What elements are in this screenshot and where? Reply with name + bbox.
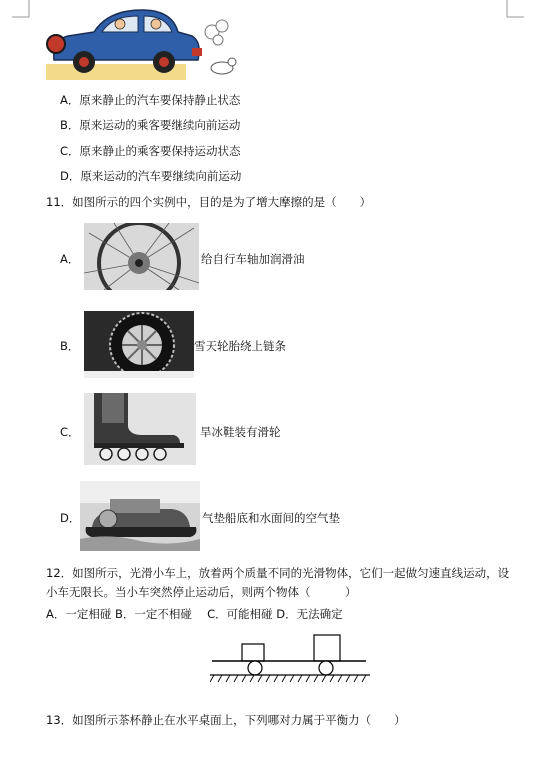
small-block: [242, 644, 264, 661]
q11-option-c-caption: 旱冰鞋装有滑轮: [200, 425, 281, 439]
tire-chain-photo: [84, 311, 194, 378]
q10-option-d: D．原来运动的汽车要继续向前运动: [60, 169, 242, 183]
large-block: [314, 635, 340, 661]
page-corner-mark: [506, 0, 524, 18]
q11-option-b-letter: B．: [60, 339, 80, 353]
q10-option-a: A．原来静止的汽车要保持静止状态: [60, 93, 241, 107]
cart-diagram: [210, 630, 370, 686]
q10-option-c: C．原来静止的乘客要保持运动状态: [60, 144, 241, 158]
q12-options: A．一定相碰 B．一定不相碰 C．可能相碰 D．无法确定: [46, 607, 343, 621]
q11-option-d-letter: D．: [60, 511, 81, 525]
ground-hatching: [210, 675, 366, 682]
q11-option-d-caption: 气垫船底和水面间的空气垫: [202, 511, 340, 525]
q11-option-a-letter: A．: [60, 252, 80, 266]
page-corner-mark: [12, 0, 30, 18]
car-illustration: [46, 2, 242, 84]
q12-stem-line1: 12．如图所示，光滑小车上，放着两个质量不同的光滑物体，它们一起做匀速直线运动，设: [46, 566, 510, 580]
hovercraft-photo: [80, 481, 200, 551]
q12-stem-line2: 小车无限长。当小车突然停止运动后，则两个物体（ ）: [46, 585, 357, 599]
q11-stem: 11．如图所示的四个实例中，目的是为了增大摩擦的是（ ）: [46, 195, 372, 209]
cart-wheel: [248, 661, 262, 675]
q10-option-b: B．原来运动的乘客要继续向前运动: [60, 118, 241, 132]
q11-option-c-letter: C．: [60, 425, 80, 439]
bicycle-wheel-photo: [84, 223, 199, 290]
q11-option-a-caption: 给自行车轴加润滑油: [201, 252, 305, 266]
cart-wheel: [319, 661, 333, 675]
q11-option-b-caption: 雪天轮胎绕上链条: [194, 339, 286, 353]
roller-skate-photo: [84, 393, 196, 465]
q13-stem: 13．如图所示茶杯静止在水平桌面上，下列哪对力属于平衡力（ ）: [46, 713, 406, 727]
